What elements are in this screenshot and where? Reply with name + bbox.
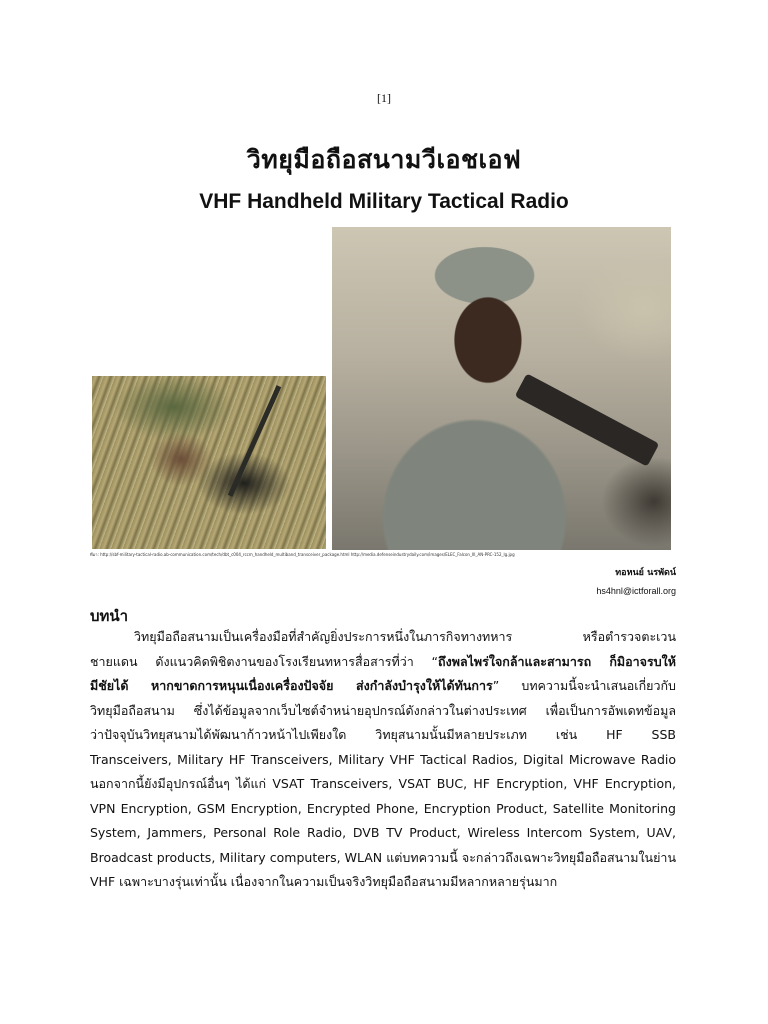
photo-credit: ที่มา: http://sbf-military-tactical-radio.ab-communication.com/tech/dbt_c004_rccm_handheld_multiband_transceiver_package.html http://media.defenseindustrydaily.com/images/ELEC_Falcon_III_AN-PRC-152_lg.jpg (90, 552, 515, 557)
paragraph-line: วิทยุมือถือสนามเป็นเครื่องมือที่สำคัญยิ่งประการหนึ่งในภารกิจทางทหาร หรือตำรวจตะเวน (134, 629, 676, 644)
title-thai: วิทยุมือถือสนามวีเอชเอฟ (246, 145, 522, 174)
paragraph-line: ว่าปัจจุบันวิทยุสนามได้พัฒนาก้าวหน้าไปเพียงใด วิทยุสนามนั้นมีหลายประเภท เช่น HF SSB (90, 727, 676, 742)
paragraph-line: System, Jammers, Personal Role Radio, DVB TV Product, Wireless Intercom System, UAV, (90, 825, 676, 840)
paragraph-line: นอกจากนี้ยังมีอุปกรณ์อื่นๆ ได้แก่ VSAT Transceivers, VSAT BUC, HF Encryption, VHF Encryption, (90, 776, 676, 791)
paragraph-line (90, 650, 676, 675)
intro-paragraph (90, 625, 676, 895)
paragraph-line: Broadcast products, Military computers, WLAN แต่บทความนี้ จะกล่าวถึงเฉพาะวิทยุมือถือสนามในย่าน (90, 849, 676, 865)
text-run: ชายแดน ดังแนวคิดพิชิตงานของโรงเรียนทหารสื่อสารที่ว่า “ (90, 653, 439, 669)
paragraph-line (90, 674, 676, 699)
paragraph-line: Transceivers, Military HF Transceivers, Military VHF Tactical Radios, Digital Microwave Radio (90, 751, 676, 767)
soldier-radio-photo (332, 227, 671, 550)
section-heading: บทนำ (90, 607, 129, 625)
paragraph-line: วิทยุมือถือสนาม ซึ่งได้ข้อมูลจากเว็บไซต์จำหน่ายอุปกรณ์ดังกล่าวในต่างประเทศ เพื่อเป็นการอัพเดทข้อมูล (90, 702, 676, 718)
camouflaged-soldier-photo (92, 376, 326, 549)
bold-quote: ถึงพลไพร่ใจกล้าและสามารถ ก็มิอาจรบให้ (438, 653, 676, 669)
text-run: ” บทความนี้จะนำเสนอเกี่ยวกับ (492, 678, 676, 693)
title-english: VHF Handheld Military Tactical Radio (199, 190, 569, 213)
paragraph-line: VHF เฉพาะบางรุ่นเท่านั้น เนื่องจากในความเป็นจริงวิทยุมือถือสนามมีหลากหลายรุ่นมาก (90, 874, 558, 889)
bold-quote: มีชัยได้ หากขาดการหนุนเนื่องเครื่องปัจจัย ส่งกำลังบำรุงให้ได้ทันการ (90, 678, 493, 693)
author-email: hs4hnl@ictforall.org (596, 586, 676, 596)
page-number: [1] (377, 91, 391, 105)
paragraph-line: VPN Encryption, GSM Encryption, Encrypted Phone, Encryption Product, Satellite Monitoring (90, 800, 676, 816)
author-name: ทอหนย์ นรพัดน์ (615, 568, 676, 578)
